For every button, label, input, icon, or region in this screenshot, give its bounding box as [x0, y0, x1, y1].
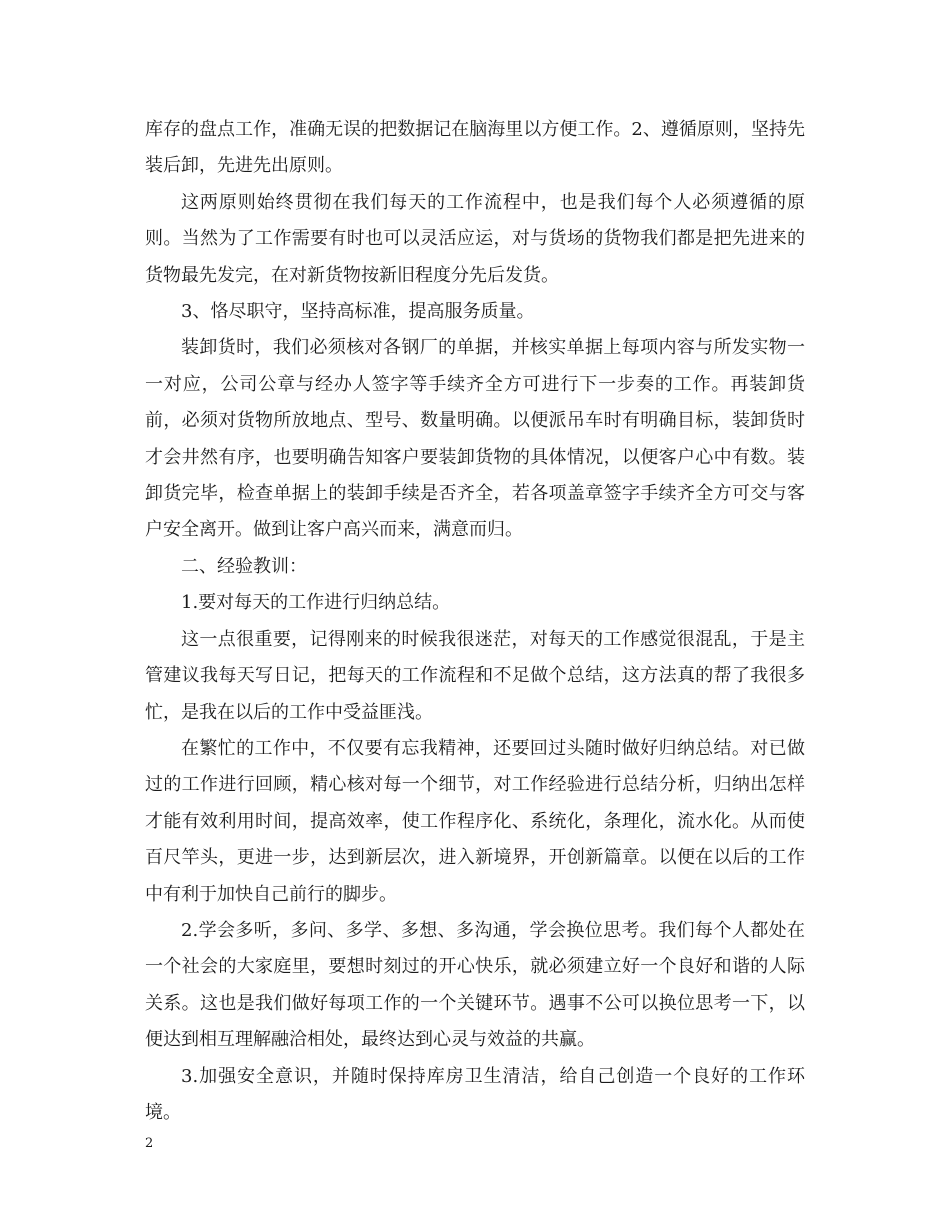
- paragraph-8: 在繁忙的工作中，不仅要有忘我精神，还要回过头随时做好归纳总结。对已做过的工作进行回顾，精心核对每一个细节，对工作经验进行总结分析，归纳出怎样才能有效利用时间，提高效率，使工作程序化、系统化，条理化，流水化。从而使百尺竿头，更进一步，达到新层次，进入新境界，开创新篇章。以便在以后的工作中有利于加快自己前行的脚步。: [145, 737, 805, 905]
- paragraph-4: 装卸货时，我们必须核对各钢厂的单据，并核实单据上每项内容与所发实物一一对应，公司公章与经办人签字等手续齐全方可进行下一步奏的工作。再装卸货前，必须对货物所放地点、型号、数量明确。以便派吊车时有明确目标，装卸货时才会井然有序，也要明确告知客户要装卸货物的具体情况，以便客户心中有数。装卸货完毕，检查单据上的装卸手续是否齐全，若各项盖章签字手续齐全方可交与客户安全离开。做到让客户高兴而来，满意而归。: [145, 337, 805, 541]
- paragraph-2: 这两原则始终贯彻在我们每天的工作流程中，也是我们每个人必须遵循的原则。当然为了工作需要有时也可以灵活应运，对与货场的货物我们都是把先进来的货物最先发完，在对新货物按新旧程度分先后发货。: [145, 191, 805, 286]
- paragraph-10: 3.加强安全意识，并随时保持库房卫生清洁，给自己创造一个良好的工作环境。: [145, 1065, 805, 1123]
- paragraph-9: 2.学会多听，多问、多学、多想、多沟通，学会换位思考。我们每个人都处在一个社会的大家庭里，要想时刻过的开心快乐，就必须建立好一个良好和谐的人际关系。这也是我们做好每项工作的一个关键环节。遇事不公可以换位思考一下，以便达到相互理解融洽相处，最终达到心灵与效益的共赢。: [145, 919, 805, 1051]
- paragraph-1: 库存的盘点工作，准确无误的把数据记在脑海里以方便工作。2、遵循原则，坚持先装后卸，先进先出原则。: [145, 119, 805, 177]
- page-number: 2: [145, 1136, 154, 1151]
- paragraph-3: 3、恪尽职守，坚持高标准，提高服务质量。: [181, 301, 535, 323]
- paragraph-6: 1.要对每天的工作进行归纳总结。: [181, 592, 451, 614]
- document-body: [145, 112, 805, 1131]
- paragraph-7: 这一点很重要，记得刚来的时候我很迷茫，对每天的工作感觉很混乱，于是主管建议我每天写日记，把每天的工作流程和不足做个总结，这方法真的帮了我很多忙，是我在以后的工作中受益匪浅。: [145, 628, 805, 723]
- section-heading-lessons: 二、经验教训：: [181, 555, 307, 577]
